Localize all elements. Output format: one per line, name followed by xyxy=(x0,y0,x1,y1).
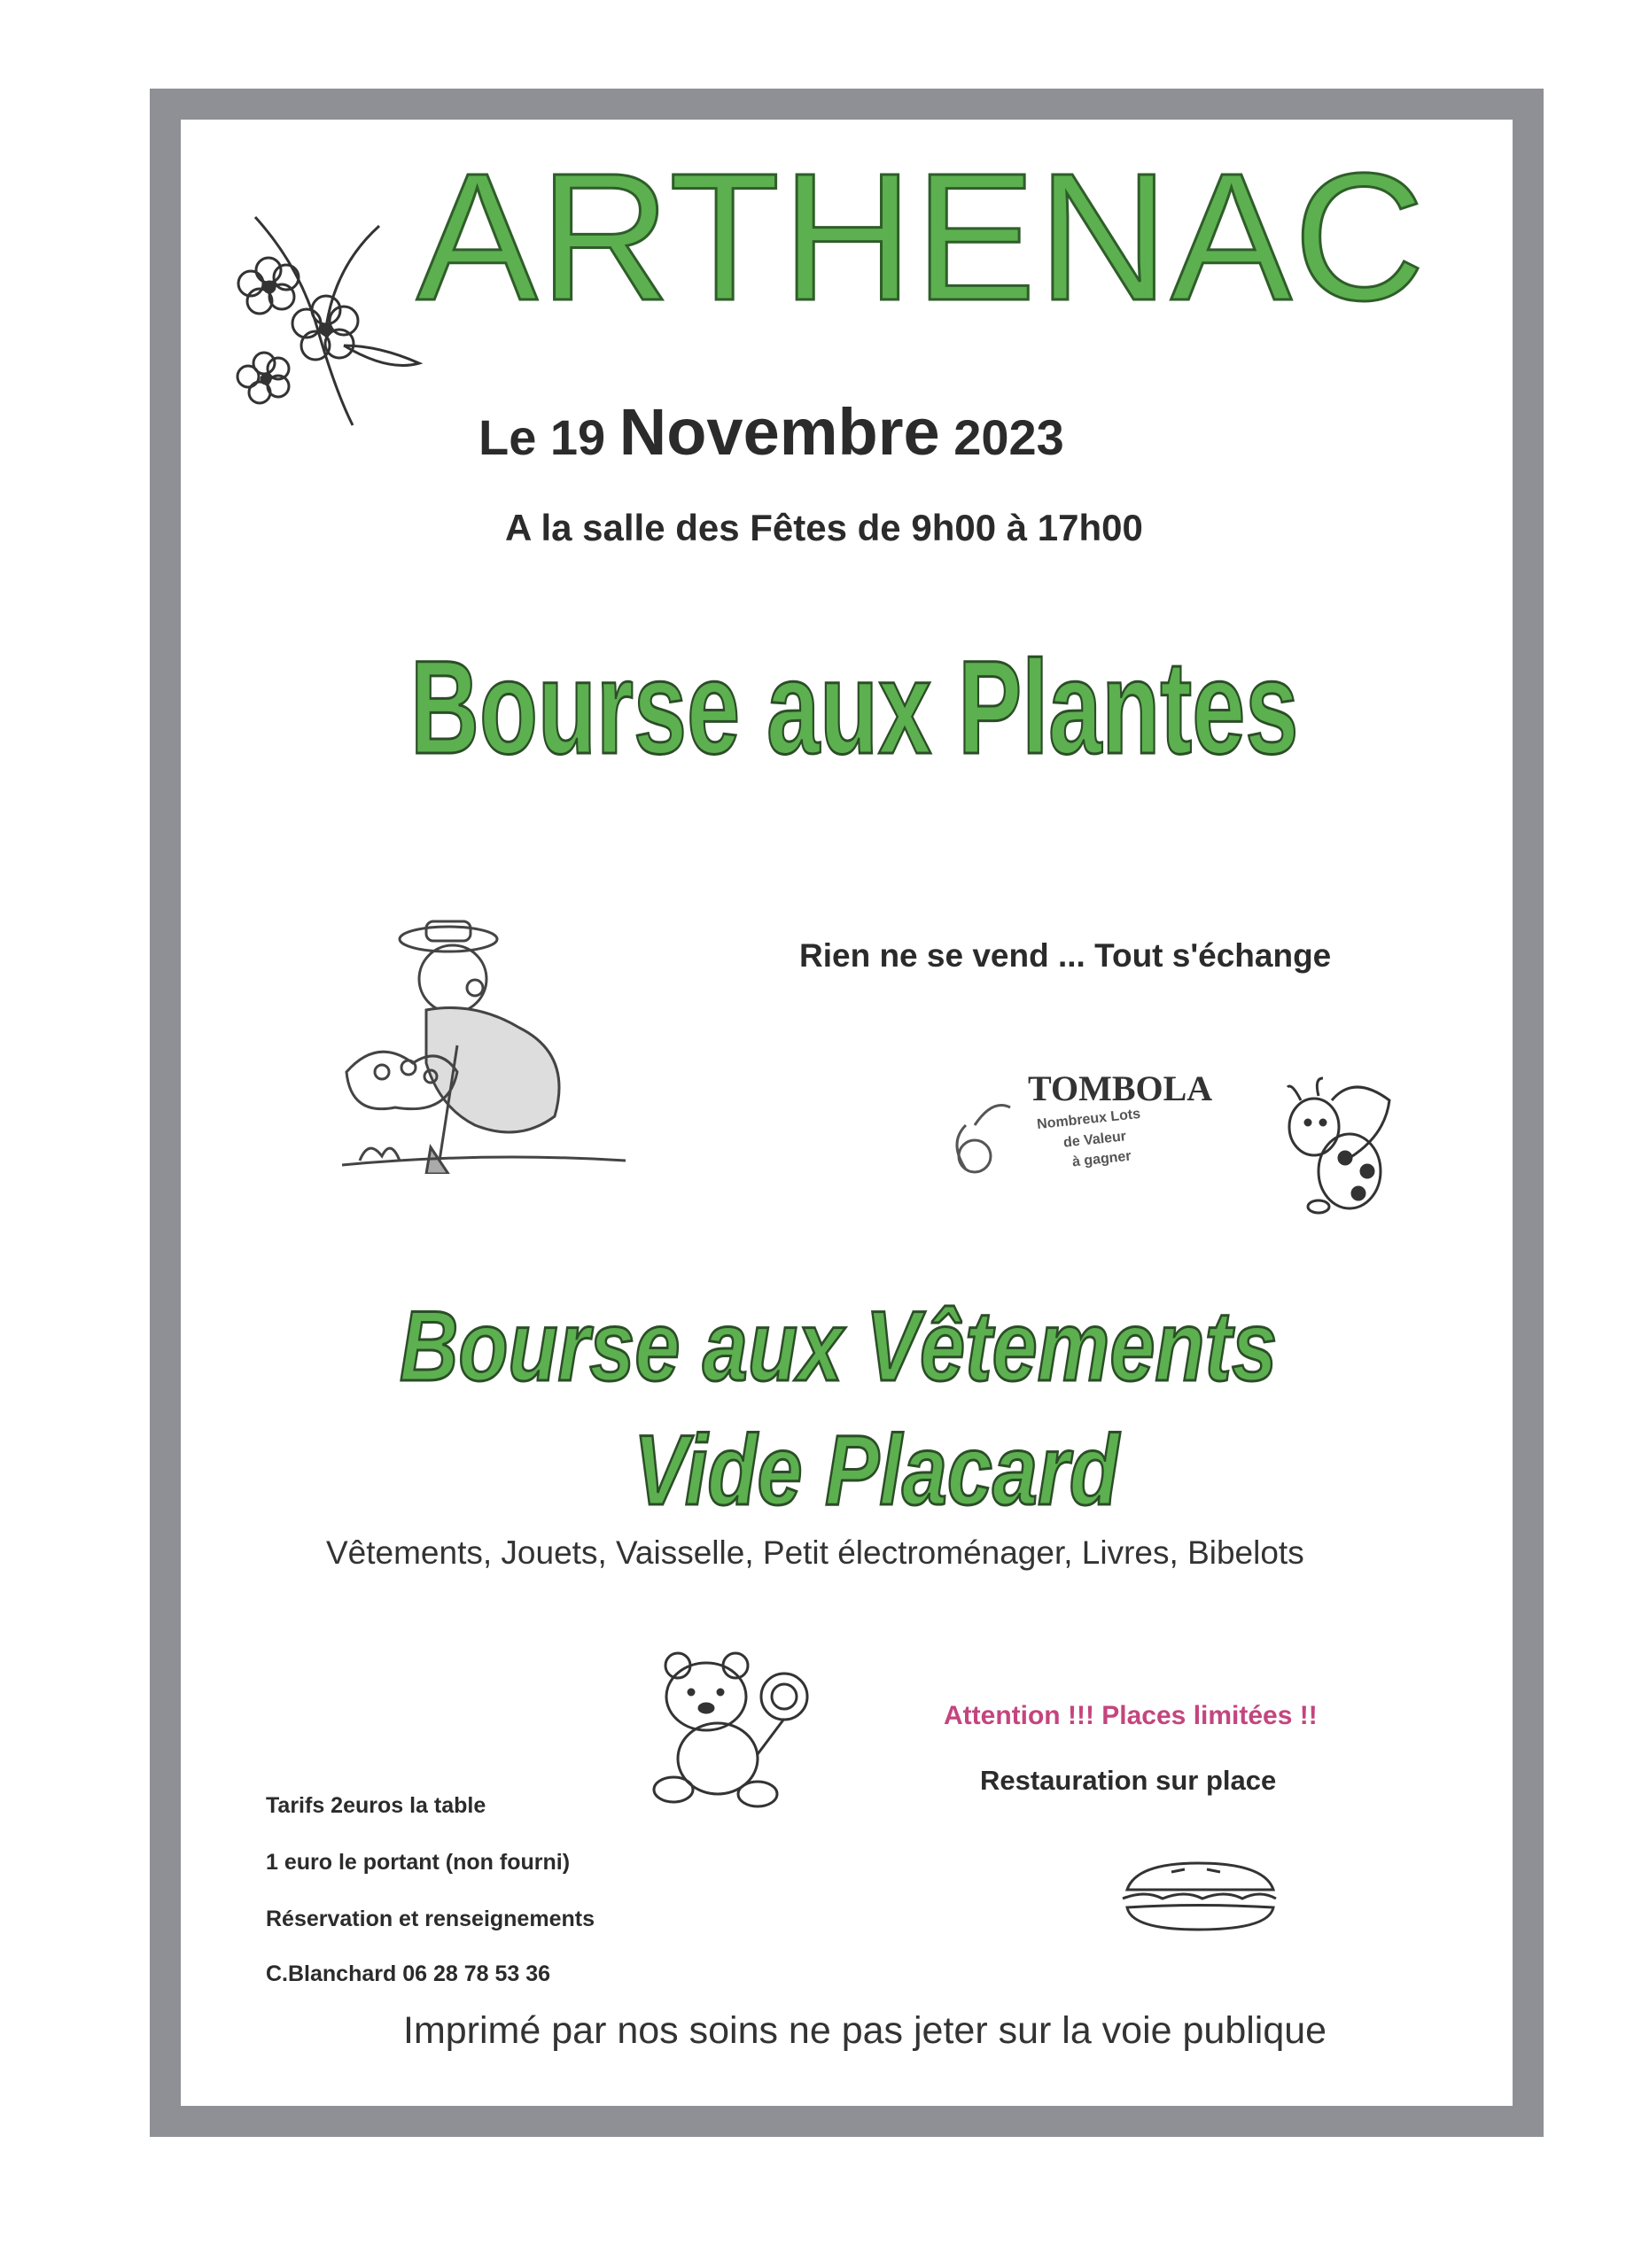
tombola-title: TOMBOLA xyxy=(1028,1068,1213,1108)
info-tarif-portant: 1 euro le portant (non fourni) xyxy=(266,1850,571,1875)
footer-note: Imprimé par nos soins ne pas jeter sur la voie publique xyxy=(403,2009,1327,2052)
tombola-line1: Nombreux Lots xyxy=(1036,1106,1141,1133)
items-list: Vêtements, Jouets, Vaisselle, Petit électroménager, Livres, Bibelots xyxy=(326,1534,1304,1571)
ladybug-icon xyxy=(1283,1074,1394,1216)
town-title: ARTHENAC xyxy=(416,136,1427,338)
attention-notice: Attention !!! Places limitées !! xyxy=(944,1701,1318,1730)
restauration-notice: Restauration sur place xyxy=(980,1765,1277,1796)
heading-vide-placard: Vide Placard xyxy=(634,1415,1119,1526)
date-year: 2023 xyxy=(953,409,1064,465)
slogan: Rien ne se vend ... Tout s'échange xyxy=(799,937,1332,974)
gardener-illustration xyxy=(342,913,630,1174)
teddy-bear-icon xyxy=(651,1648,824,1812)
date-day: Le 19 xyxy=(478,409,606,465)
flower-icon xyxy=(220,213,424,430)
tombola-line2: de Valeur xyxy=(1062,1129,1127,1151)
sandwich-icon xyxy=(1118,1859,1280,1935)
tombola-badge xyxy=(939,1054,1213,1214)
tombola-line3: à gagner xyxy=(1071,1148,1132,1170)
info-tarif-table: Tarifs 2euros la table xyxy=(266,1793,486,1818)
heading-bourse-vetements: Bourse aux Vêtements xyxy=(400,1291,1278,1402)
info-contact: C.Blanchard 06 28 78 53 36 xyxy=(266,1961,551,1986)
date-month: Novembre xyxy=(619,395,940,469)
bug-icon xyxy=(939,1090,1019,1178)
heading-bourse-plantes: Bourse aux Plantes xyxy=(410,633,1299,781)
info-reservation: Réservation et renseignements xyxy=(266,1907,595,1931)
venue-hours: A la salle des Fêtes de 9h00 à 17h00 xyxy=(505,507,1143,548)
event-date xyxy=(478,394,1064,470)
